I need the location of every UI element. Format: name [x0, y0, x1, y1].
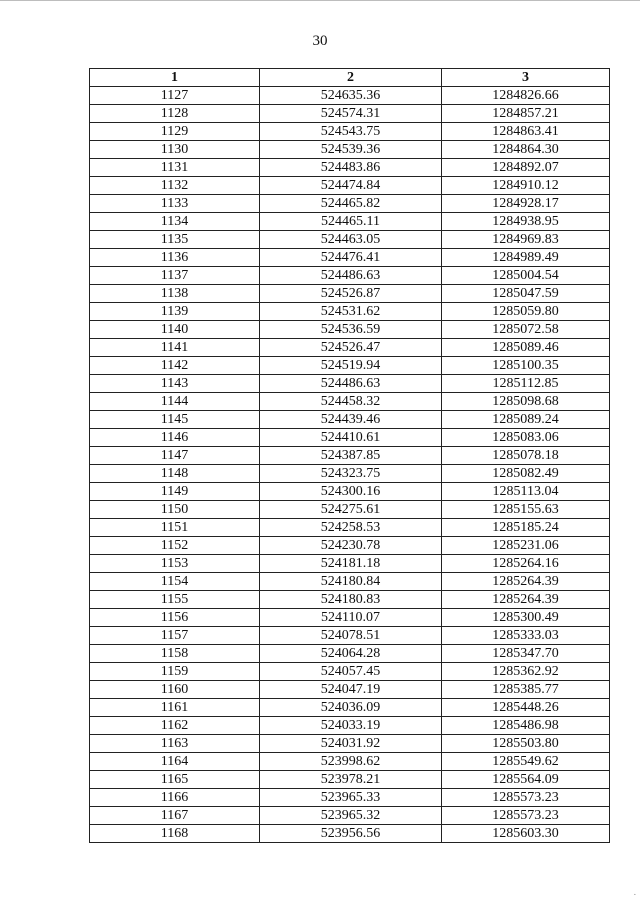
point-number-cell: 1149	[90, 483, 260, 501]
x-coordinate-cell: 524181.18	[260, 555, 442, 573]
point-number-cell: 1145	[90, 411, 260, 429]
x-coordinate-cell: 524476.41	[260, 249, 442, 267]
table-row	[90, 285, 610, 303]
point-number-cell: 1144	[90, 393, 260, 411]
column-header-3: 3	[442, 69, 610, 87]
y-coordinate-cell: 1285113.04	[442, 483, 610, 501]
y-coordinate-cell: 1285089.46	[442, 339, 610, 357]
point-number-cell: 1153	[90, 555, 260, 573]
x-coordinate-cell: 524180.84	[260, 573, 442, 591]
x-coordinate-cell: 524483.86	[260, 159, 442, 177]
y-coordinate-cell: 1284989.49	[442, 249, 610, 267]
table-row	[90, 123, 610, 141]
y-coordinate-cell: 1285264.39	[442, 573, 610, 591]
point-number-cell: 1157	[90, 627, 260, 645]
table-row	[90, 375, 610, 393]
table-row	[90, 501, 610, 519]
table-row	[90, 357, 610, 375]
point-number-cell: 1152	[90, 537, 260, 555]
y-coordinate-cell: 1285362.92	[442, 663, 610, 681]
x-coordinate-cell: 524230.78	[260, 537, 442, 555]
point-number-cell: 1164	[90, 753, 260, 771]
x-coordinate-cell: 523965.32	[260, 807, 442, 825]
table-row	[90, 645, 610, 663]
point-number-cell: 1128	[90, 105, 260, 123]
y-coordinate-cell: 1285059.80	[442, 303, 610, 321]
x-coordinate-cell: 524486.63	[260, 375, 442, 393]
y-coordinate-cell: 1284826.66	[442, 87, 610, 105]
y-coordinate-cell: 1285185.24	[442, 519, 610, 537]
table-row	[90, 87, 610, 105]
point-number-cell: 1167	[90, 807, 260, 825]
y-coordinate-cell: 1285573.23	[442, 807, 610, 825]
point-number-cell: 1168	[90, 825, 260, 843]
y-coordinate-cell: 1285047.59	[442, 285, 610, 303]
page-top-rule	[0, 0, 640, 1]
table-row	[90, 663, 610, 681]
table-header	[90, 69, 610, 87]
table-row	[90, 573, 610, 591]
table-row	[90, 717, 610, 735]
point-number-cell: 1161	[90, 699, 260, 717]
y-coordinate-cell: 1285004.54	[442, 267, 610, 285]
x-coordinate-cell: 524543.75	[260, 123, 442, 141]
point-number-cell: 1127	[90, 87, 260, 105]
table-row	[90, 609, 610, 627]
point-number-cell: 1166	[90, 789, 260, 807]
point-number-cell: 1136	[90, 249, 260, 267]
table-row	[90, 555, 610, 573]
x-coordinate-cell: 524057.45	[260, 663, 442, 681]
point-number-cell: 1163	[90, 735, 260, 753]
y-coordinate-cell: 1284863.41	[442, 123, 610, 141]
x-coordinate-cell: 524064.28	[260, 645, 442, 663]
table-row	[90, 591, 610, 609]
y-coordinate-cell: 1285549.62	[442, 753, 610, 771]
x-coordinate-cell: 523956.56	[260, 825, 442, 843]
x-coordinate-cell: 524033.19	[260, 717, 442, 735]
y-coordinate-cell: 1285155.63	[442, 501, 610, 519]
x-coordinate-cell: 524047.19	[260, 681, 442, 699]
point-number-cell: 1132	[90, 177, 260, 195]
point-number-cell: 1139	[90, 303, 260, 321]
x-coordinate-cell: 524300.16	[260, 483, 442, 501]
x-coordinate-cell: 524635.36	[260, 87, 442, 105]
table-row	[90, 735, 610, 753]
y-coordinate-cell: 1284928.17	[442, 195, 610, 213]
y-coordinate-cell: 1285098.68	[442, 393, 610, 411]
x-coordinate-cell: 524526.87	[260, 285, 442, 303]
point-number-cell: 1160	[90, 681, 260, 699]
table-row	[90, 105, 610, 123]
x-coordinate-cell: 524410.61	[260, 429, 442, 447]
x-coordinate-cell: 524574.31	[260, 105, 442, 123]
x-coordinate-cell: 523978.21	[260, 771, 442, 789]
y-coordinate-cell: 1285072.58	[442, 321, 610, 339]
x-coordinate-cell: 524110.07	[260, 609, 442, 627]
point-number-cell: 1159	[90, 663, 260, 681]
point-number-cell: 1137	[90, 267, 260, 285]
table-row	[90, 321, 610, 339]
y-coordinate-cell: 1285231.06	[442, 537, 610, 555]
y-coordinate-cell: 1284892.07	[442, 159, 610, 177]
table-row	[90, 627, 610, 645]
y-coordinate-cell: 1285564.09	[442, 771, 610, 789]
x-coordinate-cell: 524526.47	[260, 339, 442, 357]
x-coordinate-cell: 524078.51	[260, 627, 442, 645]
x-coordinate-cell: 524439.46	[260, 411, 442, 429]
x-coordinate-cell: 524387.85	[260, 447, 442, 465]
x-coordinate-cell: 524465.11	[260, 213, 442, 231]
point-number-cell: 1141	[90, 339, 260, 357]
column-header-1: 1	[90, 69, 260, 87]
y-coordinate-cell: 1285264.39	[442, 591, 610, 609]
x-coordinate-cell: 524180.83	[260, 591, 442, 609]
x-coordinate-cell: 524031.92	[260, 735, 442, 753]
table-row	[90, 483, 610, 501]
y-coordinate-cell: 1285083.06	[442, 429, 610, 447]
y-coordinate-cell: 1285300.49	[442, 609, 610, 627]
x-coordinate-cell: 524539.36	[260, 141, 442, 159]
table-row	[90, 303, 610, 321]
x-coordinate-cell: 524323.75	[260, 465, 442, 483]
x-coordinate-cell: 524519.94	[260, 357, 442, 375]
point-number-cell: 1154	[90, 573, 260, 591]
table-row	[90, 519, 610, 537]
point-number-cell: 1162	[90, 717, 260, 735]
x-coordinate-cell: 524536.59	[260, 321, 442, 339]
point-number-cell: 1155	[90, 591, 260, 609]
table-row	[90, 681, 610, 699]
y-coordinate-cell: 1285385.77	[442, 681, 610, 699]
table-row	[90, 699, 610, 717]
point-number-cell: 1151	[90, 519, 260, 537]
table-row	[90, 141, 610, 159]
point-number-cell: 1135	[90, 231, 260, 249]
table-row	[90, 807, 610, 825]
table-row	[90, 177, 610, 195]
point-number-cell: 1142	[90, 357, 260, 375]
point-number-cell: 1165	[90, 771, 260, 789]
table-row	[90, 267, 610, 285]
coordinates-table	[89, 68, 610, 843]
table-row	[90, 195, 610, 213]
table-row	[90, 789, 610, 807]
y-coordinate-cell: 1285078.18	[442, 447, 610, 465]
y-coordinate-cell: 1284910.12	[442, 177, 610, 195]
table-row	[90, 753, 610, 771]
x-coordinate-cell: 524036.09	[260, 699, 442, 717]
point-number-cell: 1156	[90, 609, 260, 627]
y-coordinate-cell: 1285082.49	[442, 465, 610, 483]
table-row	[90, 771, 610, 789]
x-coordinate-cell: 523998.62	[260, 753, 442, 771]
page-number: 30	[312, 33, 328, 49]
x-coordinate-cell: 524465.82	[260, 195, 442, 213]
table-row	[90, 339, 610, 357]
point-number-cell: 1129	[90, 123, 260, 141]
y-coordinate-cell: 1284857.21	[442, 105, 610, 123]
table-row	[90, 249, 610, 267]
y-coordinate-cell: 1285486.98	[442, 717, 610, 735]
x-coordinate-cell: 524463.05	[260, 231, 442, 249]
point-number-cell: 1134	[90, 213, 260, 231]
y-coordinate-cell: 1284969.83	[442, 231, 610, 249]
table-row	[90, 231, 610, 249]
point-number-cell: 1146	[90, 429, 260, 447]
point-number-cell: 1148	[90, 465, 260, 483]
x-coordinate-cell: 524458.32	[260, 393, 442, 411]
table-row	[90, 411, 610, 429]
point-number-cell: 1133	[90, 195, 260, 213]
y-coordinate-cell: 1284864.30	[442, 141, 610, 159]
x-coordinate-cell: 524275.61	[260, 501, 442, 519]
scan-corner-mark: .	[633, 887, 636, 897]
x-coordinate-cell: 523965.33	[260, 789, 442, 807]
y-coordinate-cell: 1285264.16	[442, 555, 610, 573]
table-row	[90, 825, 610, 843]
column-header-2: 2	[260, 69, 442, 87]
table-row	[90, 393, 610, 411]
table-row	[90, 213, 610, 231]
y-coordinate-cell: 1284938.95	[442, 213, 610, 231]
table-row	[90, 159, 610, 177]
table-row	[90, 465, 610, 483]
table-body	[90, 87, 610, 843]
point-number-cell: 1147	[90, 447, 260, 465]
x-coordinate-cell: 524258.53	[260, 519, 442, 537]
y-coordinate-cell: 1285448.26	[442, 699, 610, 717]
point-number-cell: 1138	[90, 285, 260, 303]
y-coordinate-cell: 1285603.30	[442, 825, 610, 843]
y-coordinate-cell: 1285573.23	[442, 789, 610, 807]
table-row	[90, 447, 610, 465]
point-number-cell: 1150	[90, 501, 260, 519]
header-row	[90, 69, 610, 87]
y-coordinate-cell: 1285347.70	[442, 645, 610, 663]
point-number-cell: 1158	[90, 645, 260, 663]
x-coordinate-cell: 524531.62	[260, 303, 442, 321]
point-number-cell: 1131	[90, 159, 260, 177]
y-coordinate-cell: 1285112.85	[442, 375, 610, 393]
table-row	[90, 429, 610, 447]
y-coordinate-cell: 1285089.24	[442, 411, 610, 429]
x-coordinate-cell: 524474.84	[260, 177, 442, 195]
x-coordinate-cell: 524486.63	[260, 267, 442, 285]
y-coordinate-cell: 1285333.03	[442, 627, 610, 645]
y-coordinate-cell: 1285100.35	[442, 357, 610, 375]
table-row	[90, 537, 610, 555]
point-number-cell: 1130	[90, 141, 260, 159]
point-number-cell: 1140	[90, 321, 260, 339]
y-coordinate-cell: 1285503.80	[442, 735, 610, 753]
point-number-cell: 1143	[90, 375, 260, 393]
